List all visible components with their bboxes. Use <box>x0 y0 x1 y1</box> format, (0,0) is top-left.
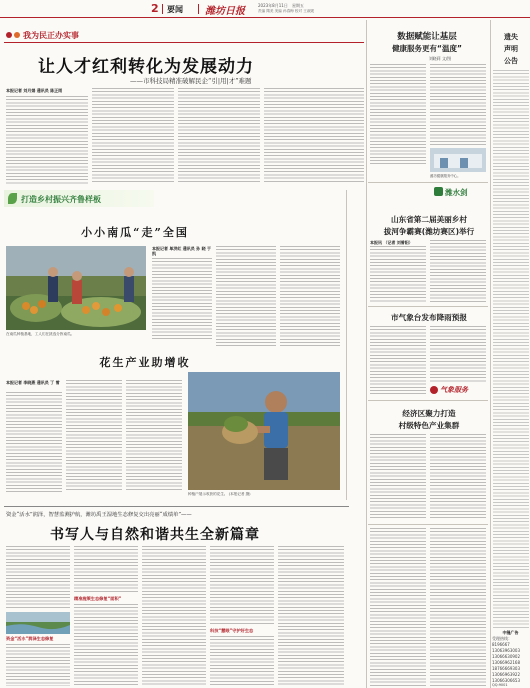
economic-zone-title-1: 经济区聚力打造 <box>402 409 456 418</box>
section-rule <box>368 182 488 183</box>
eco-story-body-col3 <box>142 546 206 686</box>
pumpkin-story-body-col2 <box>216 246 276 346</box>
lead-story-body-col1 <box>6 96 88 184</box>
ads-box <box>492 630 529 686</box>
eco-photo-image <box>6 612 70 634</box>
eco-story-body-col5 <box>278 546 344 686</box>
pumpkin-story-byline: 本报记者 单洪红 通讯员 孙 晓 于 凯 <box>152 246 211 257</box>
economic-zone-title-2: 村级特色产业集群 <box>398 421 460 430</box>
banner-rule <box>4 42 364 43</box>
economic-zone-body-col1 <box>370 434 426 520</box>
ads-phone: 13066962168 <box>492 660 520 665</box>
notice-title-2: 声明 <box>504 45 518 53</box>
pumpkin-photo-caption: 在南瓜种植基地，工人们在挑选分拣南瓜。 <box>6 332 75 336</box>
health-story-body-col2 <box>430 64 486 146</box>
eco-story-body-col4b <box>210 636 274 686</box>
lead-story-body-col2 <box>92 88 174 184</box>
notice-body <box>493 70 529 630</box>
peanut-story-byline: 本报记者 李晓燕 通讯员 丁 雪 <box>6 380 60 385</box>
column-banner <box>4 30 94 41</box>
peanut-story-body-col3 <box>126 380 182 492</box>
column-rule <box>366 20 367 688</box>
eco-story-body-col1 <box>6 546 70 610</box>
health-story-byline: 刘晓莉 文/图 <box>428 56 452 61</box>
eco-photo <box>6 612 70 634</box>
header-date: 2023年8月11日 <box>258 3 288 8</box>
header-editors: 责编 隋美 美编 孙春梅 校对 王淑媛 <box>258 9 315 13</box>
eco-subhead-3: 科技“慧眼”守护好生态 <box>210 628 254 633</box>
eco-story-body-col2 <box>74 546 138 594</box>
health-photo-image <box>430 148 486 172</box>
eco-story-body-col2b <box>74 604 138 686</box>
eco-subhead-2: 精准施策生态修复“面积” <box>74 596 122 601</box>
rural-banner <box>4 190 154 207</box>
lead-story-byline: 本报记者 刘月娟 通讯员 陈正雨 <box>6 88 63 93</box>
peanut-photo-image <box>188 372 340 490</box>
pumpkin-story-body-col1 <box>152 258 212 340</box>
eco-story-body-col4 <box>210 546 274 626</box>
pumpkin-photo-image <box>6 246 146 330</box>
pumpkin-story-title: 小小南瓜“走”全国 <box>81 226 189 239</box>
health-story-title-1: 数据赋能让基层 <box>397 32 457 42</box>
column-banner-label: 我为民正办实事 <box>23 31 79 40</box>
lead-story-body-col3 <box>178 88 260 184</box>
section-rule <box>368 400 488 401</box>
eco-subhead-1: 资金“活水”润泽生态修复 <box>6 636 54 641</box>
section-rule <box>368 306 488 307</box>
section-rule <box>4 506 349 507</box>
section-name: 要闻 <box>167 5 183 14</box>
header-divider-2 <box>198 4 199 14</box>
page-header <box>0 0 530 18</box>
right-bottom-body-col1 <box>370 528 426 686</box>
ads-phone: 18766669303 <box>492 666 520 671</box>
banner-dot-icon <box>14 32 20 38</box>
banner-dot-icon <box>6 32 12 38</box>
weather-logo-label: 气象服务 <box>440 386 468 394</box>
lead-story-subtitle: ——市科技局精准破解民企“引|用|才”难题 <box>130 77 252 85</box>
column-rule <box>490 20 491 688</box>
ads-contact-label: 受理热线： <box>492 636 512 641</box>
ads-phone: 13066630902 <box>492 654 520 659</box>
column-rule <box>346 190 347 500</box>
right-bottom-body-col2 <box>430 528 486 686</box>
weather-logo-icon <box>430 386 438 394</box>
weather-logo <box>430 384 488 396</box>
header-weekday: 星期五 <box>292 3 304 8</box>
eco-story-title: 书写人与自然和谐共生全新篇章 <box>50 527 260 543</box>
weather-story-body-col1 <box>370 326 426 396</box>
sprout-icon <box>8 193 17 204</box>
ads-phone: 13066963922 <box>492 672 520 677</box>
section-rule <box>368 524 488 525</box>
contest-story-byline: 本报讯 （记者 刘曾阳） <box>370 240 413 245</box>
weather-story-title: 市气象台发布降雨预报 <box>391 313 467 322</box>
eco-story-body-col1b <box>6 644 70 686</box>
page-number: 2 <box>151 2 159 15</box>
health-photo-caption: 潍坊健康服务中心。 <box>430 174 461 178</box>
peanut-photo <box>188 372 340 490</box>
notice-title-1: 遗失 <box>504 33 518 41</box>
weather-story-body-col2 <box>430 326 486 382</box>
contest-story-body-col1 <box>370 246 426 302</box>
ads-phone: 8196667 <box>492 642 510 647</box>
lead-story-title: 让人才红利转化为发展动力 <box>38 57 254 77</box>
ads-qq: QQ:9001 <box>492 683 508 687</box>
paper-name: 潍坊日报 <box>205 6 245 17</box>
ads-label: 中缝广告 <box>502 630 519 635</box>
eco-story-kicker: 资金“活水”润泽，智慧监测护航，潍坊禹王湿地生态修复交出亮丽“成绩单”—— <box>6 512 192 518</box>
peanut-story-body-col1 <box>6 392 62 492</box>
peanut-photo-caption: 种植户展示收获的花生。 (本报记者 摄) <box>188 492 251 496</box>
peanut-story-body-col2 <box>66 380 122 492</box>
contest-story-title-2: 拔河争霸赛(潍坊赛区)举行 <box>383 227 475 236</box>
notice-title-3: 公告 <box>504 57 518 65</box>
health-photo <box>430 148 486 172</box>
contest-logo-icon <box>434 187 443 196</box>
health-story-body-col1 <box>370 64 426 164</box>
lead-story-body-col4 <box>264 88 364 184</box>
pumpkin-photo <box>6 246 146 330</box>
ads-phone: 13066306653 <box>492 678 520 683</box>
ads-phone: 13063963003 <box>492 648 520 653</box>
contest-story-title-1: 山东省第二届美丽乡村 <box>391 215 467 224</box>
header-divider <box>162 4 163 14</box>
contest-logo <box>434 186 486 198</box>
health-story-title-2: 健康服务更有“温度” <box>392 44 462 53</box>
pumpkin-story-body-col3 <box>280 246 340 346</box>
rural-banner-label: 打造乡村振兴齐鲁样板 <box>21 195 101 204</box>
peanut-story-title: 花生产业助增收 <box>99 356 191 369</box>
contest-story-body-col2 <box>430 240 486 302</box>
contest-logo-label: 潍水剑 <box>445 188 468 197</box>
economic-zone-body-col2 <box>430 434 486 520</box>
